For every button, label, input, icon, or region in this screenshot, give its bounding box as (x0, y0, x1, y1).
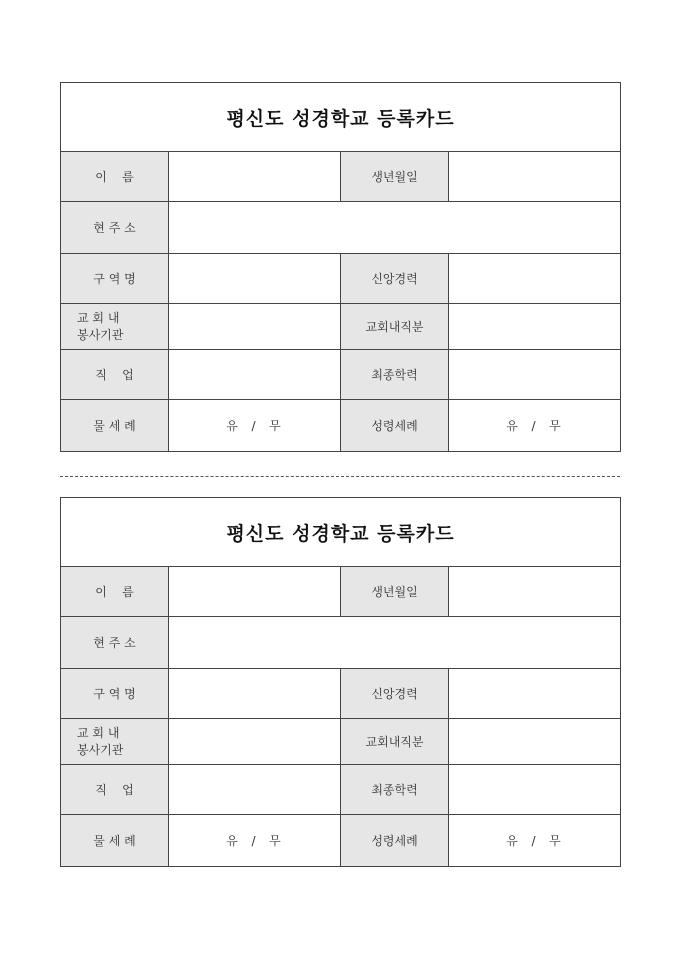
card-title: 평신도 성경학교 등록카드 (61, 498, 621, 567)
address-label: 현 주 소 (61, 202, 169, 254)
service-field[interactable] (169, 304, 341, 350)
cut-line-divider (60, 476, 620, 477)
name-label: 이 름 (61, 567, 169, 617)
faith-field[interactable] (449, 669, 621, 719)
district-label: 구 역 명 (61, 669, 169, 719)
faith-label: 신앙경력 (341, 254, 449, 304)
education-field[interactable] (449, 765, 621, 815)
card-title: 평신도 성경학교 등록카드 (61, 83, 621, 152)
service-field[interactable] (169, 719, 341, 765)
district-label: 구 역 명 (61, 254, 169, 304)
address-field[interactable] (169, 617, 621, 669)
spirit-baptism-value[interactable]: 유 / 무 (449, 815, 621, 867)
service-label (61, 719, 169, 765)
birth-field[interactable] (449, 152, 621, 202)
water-baptism-value[interactable]: 유 / 무 (169, 400, 341, 452)
registration-card-2 (60, 497, 621, 867)
name-field[interactable] (169, 567, 341, 617)
education-label: 최종학력 (341, 765, 449, 815)
birth-label: 생년월일 (341, 152, 449, 202)
position-field[interactable] (449, 719, 621, 765)
faith-label: 신앙경력 (341, 669, 449, 719)
faith-field[interactable] (449, 254, 621, 304)
service-label-line2: 봉사기관 (77, 327, 124, 342)
water-baptism-value[interactable]: 유 / 무 (169, 815, 341, 867)
education-field[interactable] (449, 350, 621, 400)
birth-label: 생년월일 (341, 567, 449, 617)
position-label: 교회내직분 (341, 719, 449, 765)
district-field[interactable] (169, 254, 341, 304)
job-label: 직 업 (61, 350, 169, 400)
registration-card-1 (60, 82, 621, 452)
service-label-line1: 교 회 내 (77, 310, 120, 325)
job-label: 직 업 (61, 765, 169, 815)
service-label (61, 304, 169, 350)
name-field[interactable] (169, 152, 341, 202)
spirit-baptism-label: 성령세례 (341, 815, 449, 867)
service-label-line1: 교 회 내 (77, 725, 120, 740)
spirit-baptism-label: 성령세례 (341, 400, 449, 452)
job-field[interactable] (169, 765, 341, 815)
job-field[interactable] (169, 350, 341, 400)
spirit-baptism-value[interactable]: 유 / 무 (449, 400, 621, 452)
position-field[interactable] (449, 304, 621, 350)
address-field[interactable] (169, 202, 621, 254)
name-label: 이 름 (61, 152, 169, 202)
position-label: 교회내직분 (341, 304, 449, 350)
address-label: 현 주 소 (61, 617, 169, 669)
water-baptism-label: 물 세 례 (61, 815, 169, 867)
birth-field[interactable] (449, 567, 621, 617)
service-label-line2: 봉사기관 (77, 742, 124, 757)
education-label: 최종학력 (341, 350, 449, 400)
water-baptism-label: 물 세 례 (61, 400, 169, 452)
district-field[interactable] (169, 669, 341, 719)
